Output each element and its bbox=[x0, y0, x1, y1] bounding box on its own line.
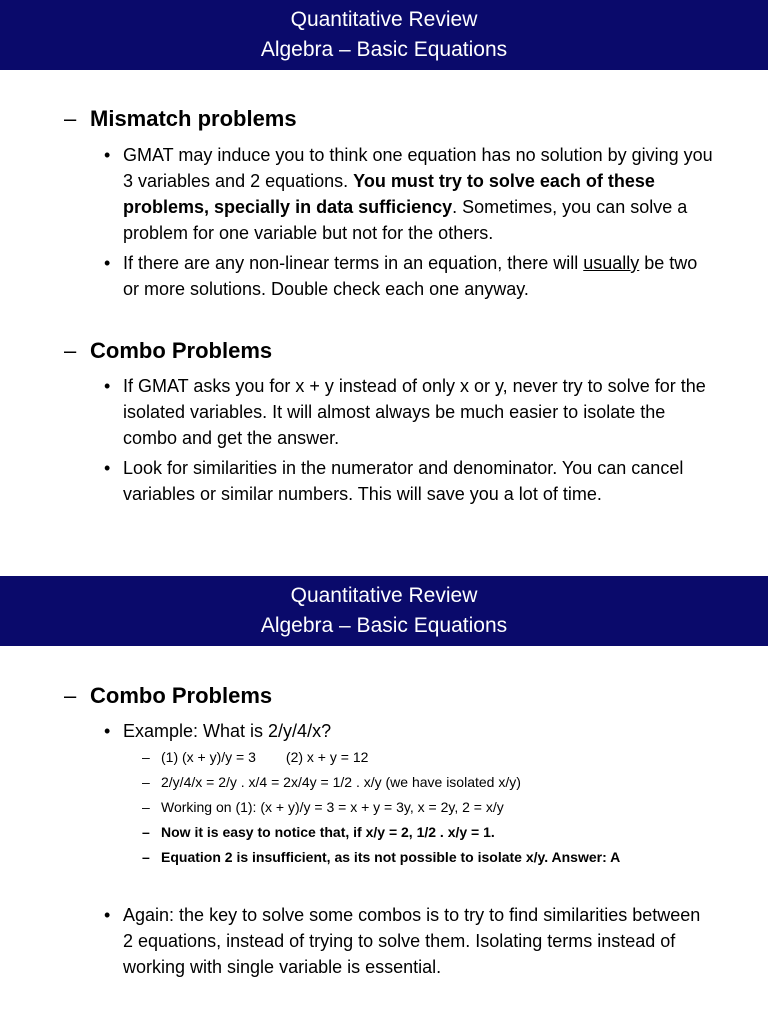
header-title: Quantitative Review bbox=[290, 584, 478, 607]
dash-marker: – bbox=[64, 683, 77, 708]
dash-marker: – bbox=[142, 774, 150, 790]
emphasis-text: You must try to solve each of these problems, specially in data sufficiency bbox=[123, 171, 655, 217]
section-title-mismatch: – Mismatch problems bbox=[64, 106, 297, 131]
bullet-again: • Again: the key to solve some combos is to try to find similarities between 2 equations, instead of trying to solve them. Isolating terms instead of working with single variable is essential. bbox=[104, 902, 714, 980]
bullet-marker: • bbox=[104, 905, 111, 925]
section-title-combo: – Combo Problems bbox=[64, 683, 273, 708]
slide-header bbox=[0, 576, 768, 646]
bullet-combo-1: • If GMAT asks you for x + y instead of only x or y, never try to solve for the isolated variables. It will almost always be much easier to isolate the combo and get the answer. bbox=[104, 373, 714, 451]
header-title: Quantitative Review bbox=[290, 8, 478, 31]
bullet-mismatch-1: • GMAT may induce you to think one equation has no solution by giving you 3 variables and 2 equations. You must try to solve each of these problems, specially in data sufficiency. Sometimes, you can solve a problem for one variable but not for the others. bbox=[104, 142, 714, 246]
dash-marker: – bbox=[64, 106, 77, 131]
sub-item-answer: – Equation 2 is insufficient, as its not possible to isolate x/y. Answer: A bbox=[142, 849, 621, 865]
bullet-marker: • bbox=[104, 458, 111, 478]
slide-2 bbox=[0, 576, 768, 1024]
dash-marker: – bbox=[142, 849, 150, 865]
bullet-mismatch-2: • If there are any non-linear terms in an equation, there will usually be two or more solutions. Double check each one anyway. bbox=[104, 250, 714, 302]
bullet-marker: • bbox=[104, 721, 111, 741]
dash-marker: – bbox=[142, 749, 150, 765]
header-subtitle: Algebra – Basic Equations bbox=[260, 614, 508, 637]
bullet-marker: • bbox=[104, 145, 111, 165]
bullet-example: • Example: What is 2/y/4/x? bbox=[104, 718, 714, 744]
sub-item-statements: – (1) (x + y)/y = 3 (2) x + y = 12 bbox=[142, 749, 369, 765]
bullet-marker: • bbox=[104, 253, 111, 273]
dash-marker: – bbox=[142, 824, 150, 840]
underlined-text: usually bbox=[583, 253, 640, 273]
sub-item-notice: – Now it is easy to notice that, if x/y = 2, 1/2 . x/y = 1. bbox=[142, 824, 495, 840]
bullet-combo-2: • Look for similarities in the numerator and denominator. You can cancel variables or similar numbers. This will save you a lot of time. bbox=[104, 455, 714, 507]
sub-item-isolation: – 2/y/4/x = 2/y . x/4 = 2x/4y = 1/2 . x/y (we have isolated x/y) bbox=[142, 774, 521, 790]
section-title-combo: – Combo Problems bbox=[64, 338, 273, 363]
dash-marker: – bbox=[142, 799, 150, 815]
header-subtitle: Algebra – Basic Equations bbox=[260, 38, 508, 61]
sub-item-working: – Working on (1): (x + y)/y = 3 = x + y = 3y, x = 2y, 2 = x/y bbox=[142, 799, 504, 815]
bullet-marker: • bbox=[104, 376, 111, 396]
slide-header bbox=[0, 0, 768, 70]
dash-marker: – bbox=[64, 338, 77, 363]
